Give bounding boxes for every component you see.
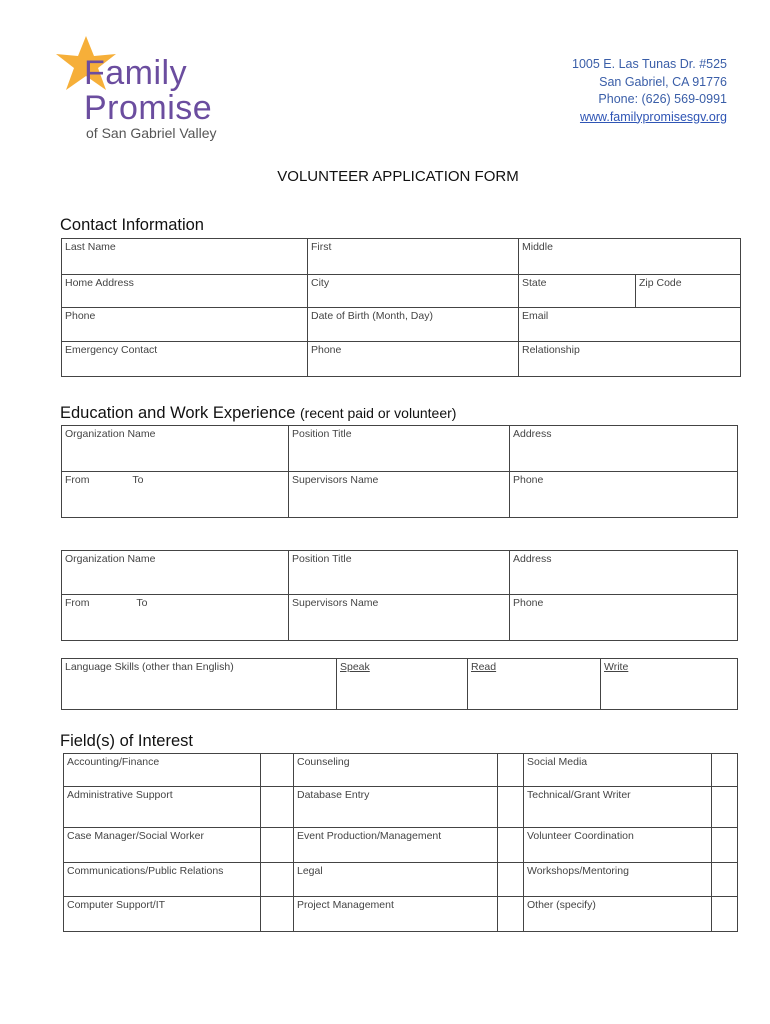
emergency-phone-field[interactable]: Phone bbox=[308, 342, 519, 377]
org-phone-field[interactable]: Phone bbox=[510, 472, 738, 518]
interest-label: Project Management bbox=[294, 897, 498, 932]
language-skills-field[interactable]: Language Skills (other than English) bbox=[62, 659, 337, 710]
contact-table bbox=[61, 238, 741, 377]
interest-label: Database Entry bbox=[294, 787, 498, 828]
education-heading-text: Education and Work Experience bbox=[60, 404, 296, 422]
interest-label: Workshops/Mentoring bbox=[524, 863, 712, 897]
work-experience-table-1 bbox=[61, 425, 738, 518]
work-experience-table-2 bbox=[61, 550, 738, 641]
interest-checkbox[interactable] bbox=[261, 828, 294, 863]
interest-checkbox[interactable] bbox=[261, 754, 294, 787]
supervisor-name-field-2[interactable]: Supervisors Name bbox=[289, 595, 510, 641]
organization-name-field-2[interactable]: Organization Name bbox=[62, 551, 289, 595]
middle-name-field[interactable]: Middle bbox=[519, 239, 741, 275]
emergency-contact-field[interactable]: Emergency Contact bbox=[62, 342, 308, 377]
to-label: To bbox=[132, 474, 144, 486]
interest-checkbox[interactable] bbox=[712, 863, 738, 897]
interest-label: Administrative Support bbox=[64, 787, 261, 828]
org-phone: Phone: (626) 569-0991 bbox=[598, 92, 727, 106]
org-address-field[interactable]: Address bbox=[510, 426, 738, 472]
language-skills-table bbox=[61, 658, 738, 710]
address-line-1: 1005 E. Las Tunas Dr. #525 bbox=[572, 57, 727, 71]
from-label: From bbox=[65, 474, 90, 486]
interest-checkbox[interactable] bbox=[261, 863, 294, 897]
interests-section-heading: Field(s) of Interest bbox=[60, 732, 193, 750]
from-to-field[interactable] bbox=[62, 472, 289, 518]
form-title: VOLUNTEER APPLICATION FORM bbox=[277, 168, 519, 185]
interest-checkbox[interactable] bbox=[712, 897, 738, 932]
org-contact-block bbox=[572, 56, 727, 126]
interest-checkbox[interactable] bbox=[712, 828, 738, 863]
interest-checkbox[interactable] bbox=[712, 754, 738, 787]
interest-label: Communications/Public Relations bbox=[64, 863, 261, 897]
phone-field[interactable]: Phone bbox=[62, 308, 308, 342]
interest-label: Accounting/Finance bbox=[64, 754, 261, 787]
speak-field[interactable]: Speak bbox=[337, 659, 468, 710]
supervisor-name-field[interactable]: Supervisors Name bbox=[289, 472, 510, 518]
organization-name-field[interactable]: Organization Name bbox=[62, 426, 289, 472]
interest-checkbox[interactable] bbox=[498, 787, 524, 828]
from-label-2: From bbox=[65, 597, 90, 609]
contact-section-heading: Contact Information bbox=[60, 216, 204, 234]
first-name-field[interactable]: First bbox=[308, 239, 519, 275]
email-field[interactable]: Email bbox=[519, 308, 741, 342]
write-field[interactable]: Write bbox=[601, 659, 738, 710]
website-link[interactable]: www.familypromisesgv.org bbox=[579, 109, 727, 124]
org-phone-field-2[interactable]: Phone bbox=[510, 595, 738, 641]
interest-label: Counseling bbox=[294, 754, 498, 787]
interest-label: Volunteer Coordination bbox=[524, 828, 712, 863]
education-heading-note: (recent paid or volunteer) bbox=[300, 405, 457, 421]
home-address-field[interactable]: Home Address bbox=[62, 275, 308, 308]
interest-label: Other (specify) bbox=[524, 897, 712, 932]
interest-label: Social Media bbox=[524, 754, 712, 787]
interest-label: Technical/Grant Writer bbox=[524, 787, 712, 828]
interest-checkbox[interactable] bbox=[712, 787, 738, 828]
interest-checkbox[interactable] bbox=[498, 828, 524, 863]
education-section-heading bbox=[60, 404, 456, 423]
interest-label: Event Production/Management bbox=[294, 828, 498, 863]
position-title-field[interactable]: Position Title bbox=[289, 426, 510, 472]
logo-family-text: Family bbox=[84, 54, 188, 92]
city-field[interactable]: City bbox=[308, 275, 519, 308]
interest-checkbox[interactable] bbox=[498, 754, 524, 787]
interest-checkbox[interactable] bbox=[261, 897, 294, 932]
interest-checkbox[interactable] bbox=[498, 897, 524, 932]
interest-label: Computer Support/IT bbox=[64, 897, 261, 932]
state-field[interactable]: State bbox=[519, 275, 636, 308]
org-address-field-2[interactable]: Address bbox=[510, 551, 738, 595]
from-to-field-2[interactable] bbox=[62, 595, 289, 641]
date-of-birth-field[interactable]: Date of Birth (Month, Day) bbox=[308, 308, 519, 342]
interest-label: Case Manager/Social Worker bbox=[64, 828, 261, 863]
address-line-2: San Gabriel, CA 91776 bbox=[599, 74, 727, 89]
position-title-field-2[interactable]: Position Title bbox=[289, 551, 510, 595]
logo-promise-text: Promise bbox=[84, 89, 213, 127]
interest-checkbox[interactable] bbox=[498, 863, 524, 897]
interest-checkbox[interactable] bbox=[261, 787, 294, 828]
interests-table bbox=[63, 753, 738, 932]
interest-label: Legal bbox=[294, 863, 498, 897]
logo-subtitle: of San Gabriel Valley bbox=[86, 125, 217, 141]
to-label-2: To bbox=[136, 597, 148, 609]
zip-code-field[interactable]: Zip Code bbox=[636, 275, 741, 308]
read-field[interactable]: Read bbox=[468, 659, 601, 710]
relationship-field[interactable]: Relationship bbox=[519, 342, 741, 377]
last-name-field[interactable]: Last Name bbox=[62, 239, 308, 275]
